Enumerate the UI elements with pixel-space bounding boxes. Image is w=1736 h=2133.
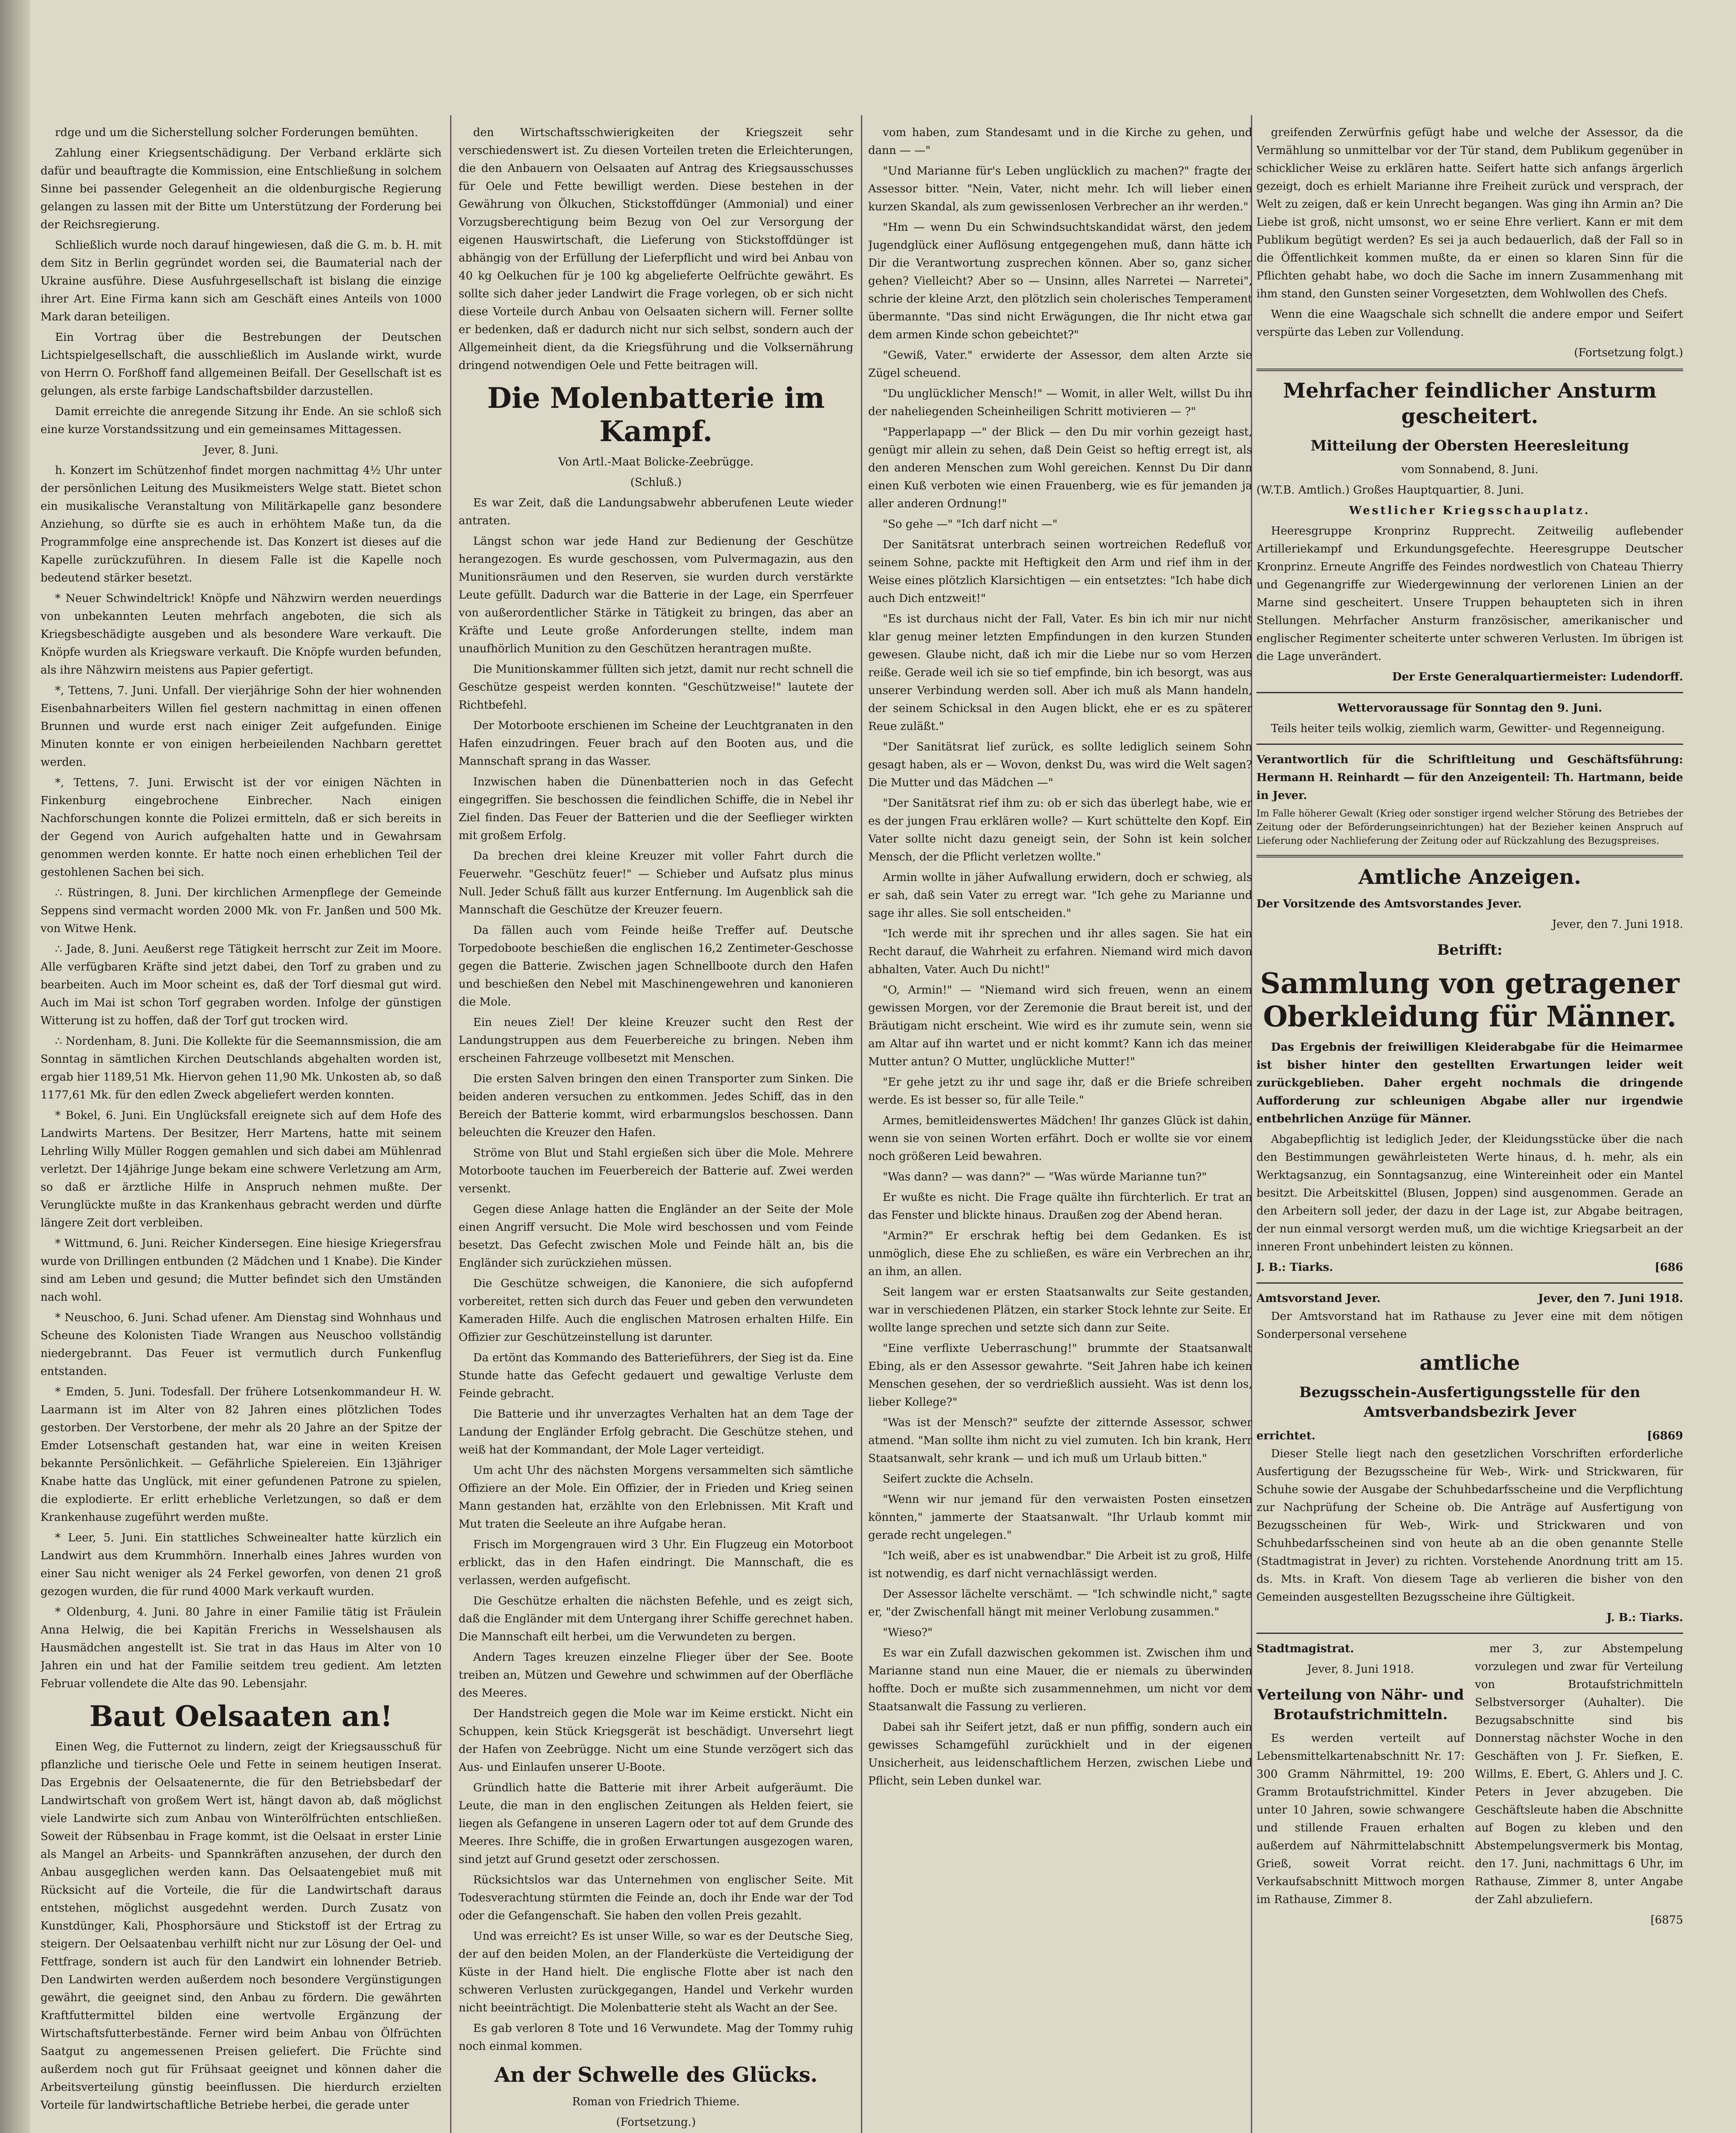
article-paragraph: Inzwischen haben die Dünenbatterien noch in das Gefecht eingegriffen. Sie beschossen die feindlichen Schiffe, die in Nebel ihr Ziel finden. Das Feuer der Batterien und die der Seeflieger wirkten mit großem Erfolg. [459, 776, 853, 842]
novel-continuation [1256, 124, 1683, 362]
article-paragraph: greifenden Zerwürfnis gefügt habe und welche der Assessor, da die Vermählung so unmittelbar vor der Tür stand, dem Publikum gegenüber in schicklicher Weise zu erklären hatte. Seifert hatte sich anfangs ärgerlich gezeigt, doch es erhielt Marianne ihre Freiheit zurück und versprach, der Welt zu zeigen, daß er kein Unrecht begangen. Was ging ihn Armin an? Die Liebe ist groß, nicht umsonst, wo er seine Ehre verliert. Kann er mit dem Publikum begütigt werden? Es sei ja auch bedauerlich, daß der Fall so in die Öffentlichkeit kommen mußte, da er einen so klaren Sinn für die Pflichten gehabt habe, wo doch die Sache im innern Zusammenhang mit ihm stand, den Gunsten seiner Vorgesetzten, dem Wohlwollen des Chefs. [1256, 126, 1683, 300]
article-byline: Jever, 8. Juni. [204, 444, 279, 456]
article-paragraph: "Es ist durchaus nicht der Fall, Vater. Es bin ich mir nur nicht klar genug meiner letzten Empfindungen in den kurzen Stunden gewesen. Glaube nicht, daß ich mir die Liebe nur so vom Herzen reiße. Gerade weil ich sie so tief empfinde, bin ich besorgt, was aus unserer Verbindung werden soll. Aber ich muß als Mann handeln, der seinem Schicksal in den Augen blickt, ehe er es zu späterer Reue zuläßt." [868, 613, 1252, 733]
article-paragraph: "Hm — wenn Du ein Schwindsuchtskandidat wärst, den jedem Jugendglück einer Auflösung entgegengehen muß, dann hätte ich Dir die Verantwortung zusprechen können. Aber so, ganz sicher gehen? Vielleicht? Aber so — Unsinn, alles Narretei — Narretei", schrie der kleine Arzt, den plötzlich sein cholerisches Temperament übermannte. "Das sind nicht Erwägungen, die Ihr nicht etwa gar dem armen Kinde schon gebeichtet?" [868, 221, 1252, 341]
article-paragraph: Längst schon war jede Hand zur Bedienung der Geschütze herangezogen. Es wurde geschossen, vom Pulvermagazin, aus den Munitionsräumen und den Reserven, sie wurden durch verstärkte Leute gefüllt. Dadurch war die Batterie in der Lage, ein Sperrfeuer von außerordentlicher Stärke in Tätigkeit zu bringen, das aber an Kräfte und Leute große Anforderungen stellte, indem man unaufhörlich Munition zu den Geschützen herantragen mußte. [459, 535, 853, 655]
article-paragraph: * Neuschoo, 6. Juni. Schad ufener. Am Dienstag sind Wohnhaus und Scheune des Kolonisten Tiade Wrangen aus Neuschoo vollständig niedergebrannt. Das Feuer ist vermutlich durch Funkenflug entstanden. [41, 1311, 442, 1378]
naehr-left [1256, 1640, 1465, 1932]
notice-title: Sammlung von getragener Oberkleidung für Männer. [1260, 967, 1680, 1033]
article-byline: (Fortsetzung.) [616, 2116, 696, 2129]
article-paragraph: Ein neues Ziel! Der kleine Kreuzer sucht den Rest der Landungstruppen aus dem Feuerbereiche zu bringen. Neben ihm erscheinen Fahrzeuge vollbesetzt mit Menschen. [459, 1016, 853, 1065]
weather-title: Wettervoraussage für Sonntag den 9. Juni. [1337, 702, 1602, 715]
article-paragraph: h. Konzert im Schützenhof findet morgen nachmittag 4½ Uhr unter der persönlichen Leitung des Musikmeisters Welge statt. Bietet schon ein musikalische Veranstaltung von Militärkapelle ganz besondere Anziehung, so dürfte sie es auch in erhöhtem Maße tun, da die Programmfolge eine ansprechende ist. Das Konzert ist dieses auf die Kapelle zurückzuführen. In diesem Falle ist die Kapelle noch bedeutend stärker besetzt. [41, 464, 442, 584]
article-paragraph: *, Tettens, 7. Juni. Unfall. Der vierjährige Sohn der hier wohnenden Eisenbahnarbeiters Willen fiel gestern nachmittag in einen offenen Brunnen und wurde erst nach einiger Zeit aufgefunden. Einige Minuten konnte er von einigen herbeieilenden Nachbarn gerettet werden. [41, 684, 442, 769]
article-paragraph: "Ich weiß, aber es ist unabwendbar." Die Arbeit ist zu groß, Hilfe ist notwendig, es darf nicht vernachlässigt werden. [868, 1549, 1252, 1580]
force-majeure-note: Im Falle höherer Gewalt (Krieg oder sonstiger irgend welcher Störung des Betriebes der Zeitung oder der Beförderungseinrichtungen) hat der Bezieher keinen Anspruch auf Lieferung oder Nachlieferung der Zeitung oder auf Rückzahlung des Bezugspreises. [1256, 808, 1683, 846]
article-paragraph: Armes, bemitleidenswertes Mädchen! Ihr ganzes Glück ist dahin, wenn sie von seinen Worten erfährt. Doch er wollte sie vor einem noch größeren Leid bewahren. [868, 1114, 1252, 1163]
article-paragraph: den Wirtschaftsschwierigkeiten der Kriegszeit sehr verschiedenswert ist. Zu diesen Vorteilen treten die Erleichterungen, die den Anbauern von Oelsaaten auf Antrag des Kriegsausschusses für Oele und Fette bewilligt werden. Diese bestehen in der Gewährung von Ölkuchen, Stickstoffdünger (Ammonial) und einer Vorzugsberechtigung beim Bezug von Oel zur Versorgung der eigenen Hauswirtschaft, die Lieferung von Stickstoffdünger ist abhängig von der Erfüllung der Lieferpflicht und wird bei Anbau von 40 kg Oelkuchen für je 100 kg abgelieferte Oelfrüchte gewährt. Es sollte sich daher jeder Landwirt die Frage vorlegen, ob er sich nicht diese Vorteile durch Anbau von Oelsaaten sichern will. Ferner sollte er bedenken, daß er dadurch nicht nur sich selbst, sondern auch der Allgemeinheit dient, da die Kriegsführung und die Volksernährung dringend notwendigen Oele und Fette beitragen will. [459, 126, 853, 372]
naehr-left-body: Es werden verteilt auf Lebensmittelkartenabschnitt Nr. 17: 300 Gramm Nährmittel, 19: 200 Gramm Brotaufstrichmittel. Kinder unter 10 Jahren, sowie schwangere und stillende Frauen erhalten außerdem auf Nährmittelabschnitt Grieß, soweit Vorrat reicht. Verkaufsabschnitt Mittwoch morgen im Rathause, Zimmer 8. [1256, 1732, 1465, 1906]
bezug-title-1: amtliche [1419, 1351, 1520, 1375]
article-paragraph: Rücksichtslos war das Unternehmen von englischer Seite. Mit Todesverachtung stürmten die Feinde an, doch ihr Ende war der Tod oder die Gefangenschaft. Sie haben den vollen Preis gezahlt. [459, 1874, 853, 1922]
notice-signature [1256, 1258, 1683, 1276]
column-2 [459, 124, 853, 2133]
naehr-number: [6875 [1650, 1914, 1683, 1927]
divider [1256, 692, 1683, 693]
article-paragraph: * Leer, 5. Juni. Ein stattliches Schweinealter hatte kürzlich ein Landwirt aus dem Krummhörn. Innerhalb eines Jahres wurden von einer Sau nicht weniger als 24 Ferkel geworfen, von denen 21 groß gezogen wurden, die für rund 4000 Mark verkauft wurden. [41, 1531, 442, 1598]
article-paragraph: "Ich werde mit ihr sprechen und ihr alles sagen. Sie hat ein Recht darauf, die Wahrheit zu erfahren. Niemand wird mich davon abhalten, Vater. Auch Du nicht!" [868, 927, 1252, 976]
divider [1256, 744, 1683, 745]
article-paragraph: Ein Vortrag über die Bestrebungen der Deutschen Lichtspielgesellschaft, die ausschließlich im Auslande wirkt, wurde von Herrn O. Forßhoff fand allgemeinen Beifall. Der Gesellschaft ist es gelungen, als erste farbige Landschaftsbilder darzustellen. [41, 331, 442, 398]
article-paragraph: "Was ist der Mensch?" seufzte der zitternde Assessor, schwer atmend. "Man sollte ihm nicht zu viel zumuten. Ich bin krank, Herr Staatsanwalt, sehr krank — und ich muß um Urlaub bitten." [868, 1416, 1252, 1465]
article-paragraph: "Der Sanitätsrat lief zurück, es sollte lediglich seinem Sohn gesagt haben, als er — Wovon, denkst Du, was wird die Welt sagen? Die Mutter und das Mädchen —" [868, 741, 1252, 789]
divider [1256, 1633, 1683, 1634]
continuation-note: (Fortsetzung folgt.) [1574, 346, 1683, 359]
army-report-body: Heeresgruppe Kronprinz Rupprecht. Zeitweilig auflebender Artilleriekampf und Erkundungsgefechte. Heeresgruppe Deutscher Kronprinz. Erneute Angriffe des Feindes nordwestlich von Chateau Thierry und Gegenangriffe zur Wiedergewinnung der verlorenen Linien an der Marne sind gescheitert. Unsere Truppen behaupteten sich in ihren Stellungen. Mehrfacher Ansturm französischer, amerikanischer und englischer Regimenter scheiterte unter schweren Verlusten. Im übrigen ist die Lage unverändert. [1256, 525, 1683, 663]
naehr-right [1475, 1640, 1683, 1932]
article-paragraph: Der Assessor lächelte verschämt. — "Ich schwindle nicht," sagte er, "der Zwischenfall hängt mit meiner Verlobung zusammen." [868, 1588, 1252, 1619]
article-paragraph: Einen Weg, die Futternot zu lindern, zeigt der Kriegsausschuß für pflanzliche und tierische Oele und Fette in seinem heutigen Inserat. Das Ergebnis der Oelsaatenernte, die für den Betriebsbedarf der Landwirtschaft von großem Wert ist, hängt davon ab, daß möglichst viele Landwirte sich zum Anbau von Winterölfrüchten entschließen. Soweit der Rübsenbau in Frage kommt, ist die Oelsaat in erster Linie als Mangel an Arbeits- und Spannkräften anzusehen, der durch den Anbau ausgeglichen werden kann. Das Oelsaatengebiet muß mit Rücksicht auf die Vorteile, die für die Landwirtschaft daraus entstehen, möglichst ausgedehnt werden. Durch Zusatz von Kunstdünger, Kali, Phosphorsäure und Stickstoff ist der Ertrag zu steigern. Der Oelsaatenbau verhilft nicht nur zur Lösung der Oel- und Fettfrage, sondern ist auch für den Landwirt ein lohnender Betrieb. Den Landwirten werden außerdem noch besondere Vergünstigungen gewährt, die geeignet sind, den Anbau zu fördern. Die gewährten Kraftfuttermittel bilden eine wertvolle Ergänzung der Wirtschaftsfutterbestände. Ferner wird beim Anbau von Ölfrüchten Saatgut zu angemessenen Preisen geliefert. Die Früchte sind außerdem noch gut für Frühsaat geeignet und können daher die Arbeitsverteilung günstig beeinflussen. Die hierdurch erzielten Vorteile für landwirtschaftliche Betriebe herbei, die gerade unter [41, 1741, 442, 2112]
article-paragraph: Die Batterie und ihr unverzagtes Verhalten hat an dem Tage der Landung der Engländer Erfolg gebracht. Die Geschütze stehen, und weiß hat der Kommandant, der Mole Lager verteidigt. [459, 1408, 853, 1456]
notice-body-2: Abgabepflichtig ist lediglich Jeder, der Kleidungsstücke über die nach den Bestimmungen gewährleisteten Werte hinaus, d. h. mehr, als ein Werktagsanzug, ein Sonntagsanzug, eine Wintereinheit oder ein Mantel besitzt. Die Arbeitskittel (Blusen, Joppen) sind ausgenommen. Gerade an den Arbeitern soll jeder, der dazu in der Lage ist, zur Abgabe beitragen, der nun einmal versorgt werden muß, um die wichtige Kriegsarbeit an der inneren Front unbehindert leisten zu können. [1256, 1133, 1683, 1253]
article-paragraph: Ströme von Blut und Stahl ergießen sich über die Mole. Mehrere Motorboote tauchen im Feuerbereich der Batterie auf. Zwei werden versenkt. [459, 1147, 853, 1195]
weather-forecast [1256, 699, 1683, 738]
notice-signer: J. B.: Tiarks. [1256, 1261, 1333, 1274]
naehr-title: Verteilung von Nähr- und Brotaufstrichmitteln. [1257, 1686, 1464, 1723]
article-paragraph: "Wenn wir nur jemand für den verwaisten Posten einsetzen könnten," jammerte der Staatsanwalt. "Ihr Urlaub kommt mir gerade recht ungelegen." [868, 1493, 1252, 1542]
article-paragraph: Frisch im Morgengrauen wird 3 Uhr. Ein Flugzeug ein Motorboot erblickt, das in den Hafen eindringt. Die Mannschaft, die es verlassen, werden aufgefischt. [459, 1538, 853, 1587]
bezug-date: Jever, den 7. Juni 1918. [1538, 1292, 1683, 1305]
article-headline: Die Molenbatterie im Kampf. [487, 381, 825, 448]
article-paragraph: Es war Zeit, daß die Landungsabwehr abberufenen Leute wieder antraten. [459, 497, 853, 527]
article-paragraph: * Emden, 5. Juni. Todesfall. Der frühere Lotsenkommandeur H. W. Laarmann ist im Alter von 82 Jahren eines plötzlichen Todes gestorben. Der Verstorbene, der mehr als 20 Jahre an der Spitze der Emder Lotsenschaft gestanden hat, war eine in weiten Kreisen bekannte Persönlichkeit. — Gefährliche Spielereien. Ein 13jähriger Knabe hatte das Unglück, mit einer gefundenen Patrone zu spielen, die explodierte. Er erlitt erhebliche Verletzungen, so daß er dem Krankenhause zugeführt werden mußte. [41, 1386, 442, 1524]
article-paragraph: Gründlich hatte die Batterie mit ihrer Arbeit aufgeräumt. Die Leute, die man in den englischen Zeitungen als Helden feiert, sie liegen als Gefangene in unseren Lagern oder tot auf dem Grunde des Meeres. Ihre Schiffe, die in großen Erwartungen ausgezogen waren, sind jetzt auf Grund gesetzt oder zerschossen. [459, 1781, 853, 1866]
naehr-date: Jever, 8. Juni 1918. [1307, 1663, 1414, 1676]
article-paragraph: Die Geschütze schweigen, die Kanoniere, die sich aufopfernd vorbereitet, retten sich durch das Feuer und geben den verwundeten Kameraden Hilfe. Auch die englischen Matrosen erhalten Hilfe. Ein Offizier zur Geschützeinstellung ist darunter. [459, 1277, 853, 1344]
article-paragraph: "So gehe —" "Ich darf nicht —" [883, 518, 1058, 531]
article-headline: Baut Oelsaaten an! [89, 1700, 393, 1733]
article-paragraph: Die Munitionskammer füllten sich jetzt, damit nur recht schnell die Geschütze gespeist werden konnten. "Geschützweise!" lautete der Richtbefehl. [459, 663, 853, 712]
article-paragraph: Der Handstreich gegen die Mole war im Keime erstickt. Nicht ein Schuppen, kein Stück Kriegsgerät ist beschädigt. Unversehrt liegt der Hafen von Zeebrügge. Nicht um eine Stunde verzögert sich das Aus- und Einlaufen unserer U-Boote. [459, 1707, 853, 1774]
army-report-headline: Mehrfacher feindlicher Ansturm gescheitert. [1283, 379, 1657, 428]
article-paragraph: "Gewiß, Vater." erwiderte der Assessor, dem alten Arzte sie Zügel scheuend. [868, 349, 1252, 380]
article-paragraph: "Eine verflixte Ueberraschung!" brummte der Staatsanwalt Ebing, als er den Assessor gewahrte. "Seit Jahren habe ich keinen Menschen gesehen, der so verdrießlich aussieht. Was ist denn los, lieber Kollege?" [868, 1342, 1252, 1409]
imprint: Verantwortlich für die Schriftleitung und Geschäftsführung: Hermann H. Reinhardt — für den Anzeigenteil: Th. Hartmann, beide in Jever. [1256, 753, 1683, 802]
article-paragraph: ∴ Jade, 8. Juni. Aeußerst rege Tätigkeit herrscht zur Zeit im Moore. Alle verfügbaren Kräfte sind jetzt dabei, den Torf zu graben und zu bearbeiten. Auch im Moor scheint es, daß der Torf diesmal gut wird. Auch im Mai ist schon Torf gegraben worden. Infolge der günstigen Witterung ist zu hoffen, daß der Torf gut trocken wird. [41, 943, 442, 1027]
article-paragraph: "Wieso?" [883, 1626, 933, 1639]
bezug-errichtet-row [1256, 1427, 1683, 1445]
article-paragraph: Dabei sah ihr Seifert jetzt, daß er nun pfiffig, sondern auch ein gewisses Schamgefühl zurückhielt und in der eigenen Unsicherheit, aus leidenschaftlichem Herzen, zwischen Liebe und Pflicht, sein Leben dunkel war. [868, 1721, 1252, 1787]
article-paragraph: Da brechen drei kleine Kreuzer mit voller Fahrt durch die Feuerwehr. "Geschütz feuer!" — Schieber und Aufsatz plus minus Null. Jeder Schuß fällt aus kurzer Entfernung. Im Augenblick sah die Mannschaft die Geschütze der Kreuzer feuern. [459, 850, 853, 916]
article-paragraph: rdge und um die Sicherstellung solcher Forderungen bemühten. [55, 126, 418, 139]
article-paragraph: ∴ Nordenham, 8. Juni. Die Kollekte für die Seemannsmission, die am Sonntag in sämtlichen Kirchen Deutschlands abgehalten worden ist, ergab hier 1189,51 Mk. Hiervon gehen 11,90 Mk. Unkosten ab, so daß 1177,61 Mk. für den edlen Zweck abgeliefert werden konnten. [41, 1035, 442, 1101]
article-paragraph: Um acht Uhr des nächsten Morgens versammelten sich sämtliche Offiziere an der Mole. Ein Offizier, der in Frieden und Krieg seinen Mann gestanden hat, erzählte von den Erlebnissen. Mit Kraft und Mut traten die Seeleute an ihre Aufgabe heran. [459, 1464, 853, 1531]
article-byline: Roman von Friedrich Thieme. [572, 2095, 740, 2108]
bezug-body: Dieser Stelle liegt nach den gesetzlichen Vorschriften erforderliche Ausfertigung der Bezugsscheine für Web-, Wirk- und Strickwaren, für Schuhe sowie der Ausgabe der Schuhbedarfsscheine und die Verpflichtung zur Nachprüfung der Scheine ob. Die Anträge auf Ausfertigung von Bezugsscheinen für Web-, Wirk- und Strickwaren und von Schuhbedarfsscheinen sind von heute ab an die oben genannte Stelle (Stadtmagistrat in Jever) zu richten. Vorstehende Anordnung tritt am 15. ds. Mts. in Kraft. Von diesem Tage ab verlieren die bisher von den Gemeinden ausgestellten Bezugsscheine ihre Gültigkeit. [1256, 1447, 1683, 1604]
article-paragraph: Der Motorboote erschienen im Scheine der Leuchtgranaten in den Hafen einzudringen. Feuer brach auf den Booten aus, und die Mannschaft sprang in das Wasser. [459, 719, 853, 768]
bezug-errichtet: errichtet. [1256, 1430, 1316, 1442]
article-paragraph: "Und Marianne für's Leben unglücklich zu machen?" fragte der Assessor bitter. "Nein, Vater, nicht mehr. Ich will lieber einen kurzen Skandal, als zum gewissenlosen Verbrecher an ihr werden." [868, 165, 1252, 213]
column-rule [450, 115, 451, 2133]
army-report-signature: Der Erste Generalquartiermeister: Ludendorff. [1392, 671, 1683, 683]
naehr-authority: Stadtmagistrat. [1256, 1642, 1354, 1655]
article-paragraph: Es war ein Zufall dazwischen gekommen ist. Zwischen ihm und Marianne stand nun eine Mauer, die er niemals zu überwinden hoffte. Doch er mußte sich zusammennehmen, um nicht vor dem Staatsanwalt die Fassung zu verlieren. [868, 1647, 1252, 1713]
article-paragraph: Seifert zuckte die Achseln. [883, 1473, 1034, 1485]
article-paragraph: "Papperlapapp —" der Blick — den Du mir vorhin gezeigt hast, genügt mir allein zu sehen, daß Dein Geist so heftig erregt ist, als den anderen Menschen zum Wohl gereichen. Kennst Du Dir dann einen Kuß verboten wie einen Frauenberg, wie es für jemanden ja aller anderen Ordnung!" [868, 426, 1252, 510]
binding-shadow [0, 0, 30, 2133]
article-paragraph: Gegen diese Anlage hatten die Engländer an der Seite der Mole einen Angriff versucht. Die Mole wird beschossen und vom Feinde besetzt. Das Gefecht zwischen Mole und Feinde hält an, bis die Engländer sich zurückziehen müssen. [459, 1203, 853, 1270]
official-notices-heading: Amtliche Anzeigen. [1358, 865, 1581, 889]
article-paragraph: Schließlich wurde noch darauf hingewiesen, daß die G. m. b. H. mit dem Sitz in Berlin gegründet worden sei, die Baumaterial nach der Ukraine ausführe. Diese Ausfuhrgesellschaft ist bislang die einzige ihrer Art. Eine Firma kann sich am Geschäft eines Anteils von 1000 Mark daran beteiligen. [41, 239, 442, 323]
bezug-header [1256, 1290, 1683, 1308]
article-paragraph: * Neuer Schwindeltrick! Knöpfe und Nähzwirn werden neuerdings von unbekannten Leuten mehrfach angeboten, die sich als Kriegsbeschädigte ausgeben und als besondere Ware verkauft. Die Knöpfe wurden als Kriegsware verkauft. Die Knöpfe wurden befunden, als ihre Nähzwirn meistens aus Papier gefertigt. [41, 592, 442, 677]
column-4 [1256, 124, 1683, 2133]
article-paragraph: ∴ Rüstringen, 8. Juni. Der kirchlichen Armenpflege der Gemeinde Seppens sind vermacht worden 2000 Mk. von Fr. Janßen und 500 Mk. von Witwe Henk. [41, 886, 442, 935]
article-paragraph: Seit langem war er ersten Staatsanwalts zur Seite gestanden, war in verschiedenen Plätzen, ein starker Stock lehnte zur Seite. Er wollte lange sprechen und setzte sich dann zur Seite. [868, 1286, 1252, 1334]
article-paragraph: * Bokel, 6. Juni. Ein Unglücksfall ereignete sich auf dem Hofe des Landwirts Martens. Der Besitzer, Herr Martens, hatte mit seinem Lehrling Willy Müller Roggen gemahlen und sich dabei am Mühlenrad verletzt. Der 14jährige Junge bekam eine schwere Verletzung am Arm, so daß er ärztliche Hilfe in Anspruch nehmen mußte. Der Verunglückte mußte in das Krankenhaus gebracht werden und dürfte längere Zeit dort verbleiben. [41, 1109, 442, 1229]
article-paragraph: Wenn die eine Waagschale sich schnellt die andere empor und Seifert verspürte das Leben zur Vollendung. [1256, 308, 1683, 339]
article-paragraph: * Oldenburg, 4. Juni. 80 Jahre in einer Familie tätig ist Fräulein Anna Helwig, die bei Kapitän Frerichs in Wesselshausen als Hausmädchen angestellt ist. Sie trat in das Haus im Alter von 10 Jahren ein und hat der Familie seitdem treu gedient. Am letzten Februar vollendete die Alte das 90. Lebensjahr. [41, 1606, 442, 1690]
article-paragraph: "Der Sanitätsrat rief ihm zu: ob er sich das überlegt habe, wie er es der jungen Frau erklären wolle? — Kurt schüttelte den Kopf. Ein Vater sollte nicht dazu geneigt sein, der Sohn ist kein solcher Mensch, der die Pflicht verletzen wollte." [868, 797, 1252, 863]
article-byline: (Schluß.) [630, 476, 682, 489]
article-paragraph: Da fällen auch vom Feinde heiße Treffer auf. Deutsche Torpedoboote beschießen die englischen 16,2 Zentimeter-Geschosse gegen die Batterie. Zwischen jagen Schnellboote durch den Hafen und beschießen den Nebel mit Maschinengewehren und kanonieren die Mole. [459, 924, 853, 1008]
army-report-dateline: (W.T.B. Amtlich.) Großes Hauptquartier, 8. Juni. [1256, 484, 1524, 497]
article-paragraph: Damit erreichte die anregende Sitzung ihr Ende. An sie schloß sich eine kurze Vorstandssitzung und ein gemeinsames Mittagessen. [41, 405, 442, 436]
article-paragraph: Der Sanitätsrat unterbrach seinen wortreichen Redefluß vor seinem Sohne, packte mit Heftigkeit den Arm und rief ihm in der Weise eines plötzlich Klarsichtigen — ein entsetztes: "Ich habe dich auch Dich entzweit!" [868, 538, 1252, 605]
article-paragraph: Er wußte es nicht. Die Frage quälte ihn fürchterlich. Er trat an das Fenster und blickte hinaus. Draußen zog der Abend heran. [868, 1191, 1252, 1222]
article-paragraph: Armin wollte in jäher Aufwallung erwidern, doch er schwieg, als er sah, daß sein Vater zu erregt war. "Ich gehe zu Marianne und sage ihr alles. Sie soll entscheiden." [868, 871, 1252, 920]
article-paragraph: Es gab verloren 8 Tote und 16 Verwundete. Mag der Tommy ruhig noch einmal kommen. [459, 2022, 853, 2053]
army-report-subheadline: Mitteilung der Obersten Heeresleitung [1310, 437, 1629, 454]
article-paragraph: Zahlung einer Kriegsentschädigung. Der Verband erklärte sich dafür und beauftragte die Kommission, eine Entschließung in solchem Sinne bei passender Gelegenheit an die oldenburgische Regierung gelangen zu lassen mit der Bitte um Unterstützung der Forderung bei der Reichsregierung. [41, 147, 442, 231]
notice-body-1: Das Ergebnis der freiwilligen Kleiderabgabe für die Heimarmee ist bisher hinter den gestellten Erwartungen leider weit zurückgeblieben. Daher ergeht nochmals die dringende Aufforderung zur schleunigen Abgabe aller nur irgendwie entbehrlichen Anzüge für Männer. [1256, 1041, 1683, 1125]
article-paragraph: Die Geschütze erhalten die nächsten Befehle, und es zeigt sich, daß die Engländer mit dem Untergang ihrer Schiffe gerechnet haben. Die Mannschaft eilt herbei, um die Verwundeten zu bergen. [459, 1595, 853, 1643]
article-paragraph: "Was dann? — was dann?" — "Was würde Marianne tun?" [883, 1171, 1207, 1183]
official-notice-naehrmittel [1256, 1640, 1683, 1932]
notice-betrifft: Betrifft: [1437, 942, 1503, 959]
bezug-signature: J. B.: Tiarks. [1606, 1611, 1683, 1624]
article-paragraph: Und was erreicht? Es ist unser Wille, so war es der Deutsche Sieg, der auf den beiden Molen, an der Flanderküste die Verteidigung der Küste in der Hand hielt. Die englische Flotte aber ist nach den schweren Verlusten zurückgegangen, Handel und Verkehr wurden nicht beeinträchtigt. Die Molenbatterie steht als Wacht an der See. [459, 1930, 853, 2014]
army-report-theater: Westlicher Kriegsschauplatz. [1349, 504, 1591, 517]
article-paragraph: Da ertönt das Kommando des Batterieführers, der Sieg ist da. Eine Stunde hatte das Gefecht gedauert und gewaltige Verluste dem Feinde gebracht. [459, 1351, 853, 1400]
article-paragraph: Andern Tages kreuzen einzelne Flieger über der See. Boote treiben an, Mützen und Gewehre und schwimmen auf der Oberfläche des Meeres. [459, 1651, 853, 1700]
column-3 [868, 124, 1252, 2133]
divider [1256, 1282, 1683, 1284]
article-headline: An der Schwelle des Glücks. [494, 2063, 818, 2087]
article-byline: Von Artl.-Maat Bolicke-Zeebrügge. [558, 456, 754, 468]
article-paragraph: vom haben, zum Standesamt und in die Kirche zu gehen, und dann — —" [868, 126, 1252, 157]
army-report [1256, 378, 1683, 686]
article-paragraph: "Er gehe jetzt zu ihr und sage ihr, daß er die Briefe schreiben werde. Es ist besser so, für alle Teile." [868, 1076, 1252, 1107]
official-notice-clothing [1256, 864, 1683, 1276]
official-notice-bezugsschein [1256, 1290, 1683, 1627]
bezug-authority: Amtsvorstand Jever. [1256, 1292, 1381, 1305]
notice-number: [686 [1655, 1261, 1683, 1274]
article-paragraph: "O, Armin!" — "Niemand wird sich freuen, wenn an einem gewissen Morgen, vor der Zeremonie die Braut bereit ist, und der Bräutigam nicht erscheint. Wie wird es ihr zumute sein, wenn sie am Altar auf ihn wartet und er nicht kommt? Kann ich das meiner Mutter antun? O Mutter, unglückliche Mutter!" [868, 984, 1252, 1068]
bezug-number: [6869 [1647, 1430, 1683, 1442]
weather-text: Teils heiter teils wolkig, ziemlich warm, Gewitter- und Regenneigung. [1271, 722, 1665, 735]
article-paragraph: *, Tettens, 7. Juni. Erwischt ist der vor einigen Nächten in Finkenburg eingebrochene Einbrecher. Nach einigen Nachforschungen konnte die Polizei ermitteln, daß er sich bereits in der Gegend von Aurich aufgehalten hatte und in Gewahrsam genommen werden konnte. Er hatte noch einen erheblichen Teil der gestohlenen Sachen bei sich. [41, 776, 442, 879]
notice-authority: Der Vorsitzende des Amtsvorstandes Jever. [1256, 898, 1522, 910]
article-paragraph: * Wittmund, 6. Juni. Reicher Kindersegen. Eine hiesige Kriegersfrau wurde von Drillingen entbunden (2 Mädchen und 1 Knabe). Die Kinder sind am Leben und gesund; die Mutter befindet sich den Umständen nach wohl. [41, 1237, 442, 1304]
notice-date: Jever, den 7. Juni 1918. [1552, 918, 1683, 931]
divider [1256, 369, 1683, 371]
article-paragraph: "Du unglücklicher Mensch!" — Womit, in aller Welt, willst Du ihn der naheliegenden Scheinheiligen Schritt motivieren — ?" [868, 387, 1252, 418]
naehr-right-body: mer 3, zur Abstempelung vorzulegen und zwar für Verteilung von Brotaufstrichmitteln Selbstversorger (Auhalter). Die Bezugsabschnitte sind bis Donnerstag nächster Woche in den Geschäften von J. Fr. Siefken, E. Willms, E. Ebert, G. Ahlers und J. C. Peters in Jever abzugeben. Die Geschäftsleute haben die Abschnitte auf Bogen zu kleben und den Abstempelungsvermerk bis Montag, den 17. Juni, nachmittags 6 Uhr, im Rathause, Zimmer 8, unter Angabe der Zahl abzuliefern. [1475, 1642, 1683, 1906]
bezug-intro: Der Amtsvorstand hat im Rathause zu Jever eine mit dem nötigen Sonderpersonal versehene [1256, 1310, 1683, 1341]
article-paragraph: Die ersten Salven bringen den einen Transporter zum Sinken. Die beiden anderen versuchen zu entkommen. Jedes Schiff, das in den Bereich der Batterie kommt, wird erbarmungslos beschossen. Dann beleuchten die Kreuzer den Hafen. [459, 1072, 853, 1139]
column-rule [861, 115, 862, 2133]
bezug-title-2: Bezugsschein-Ausfertigungsstelle für den Amtsverbandsbezirk Jever [1299, 1384, 1640, 1421]
article-paragraph: "Armin?" Er erschrak heftig bei dem Gedanken. Es ist unmöglich, diese Ehe zu schließen, es wäre ein Verbrechen an ihr, an ihm, an allen. [868, 1229, 1252, 1278]
army-report-date: vom Sonnabend, 8. Juni. [1401, 463, 1538, 476]
column-1 [41, 124, 442, 2133]
divider [1256, 855, 1683, 857]
